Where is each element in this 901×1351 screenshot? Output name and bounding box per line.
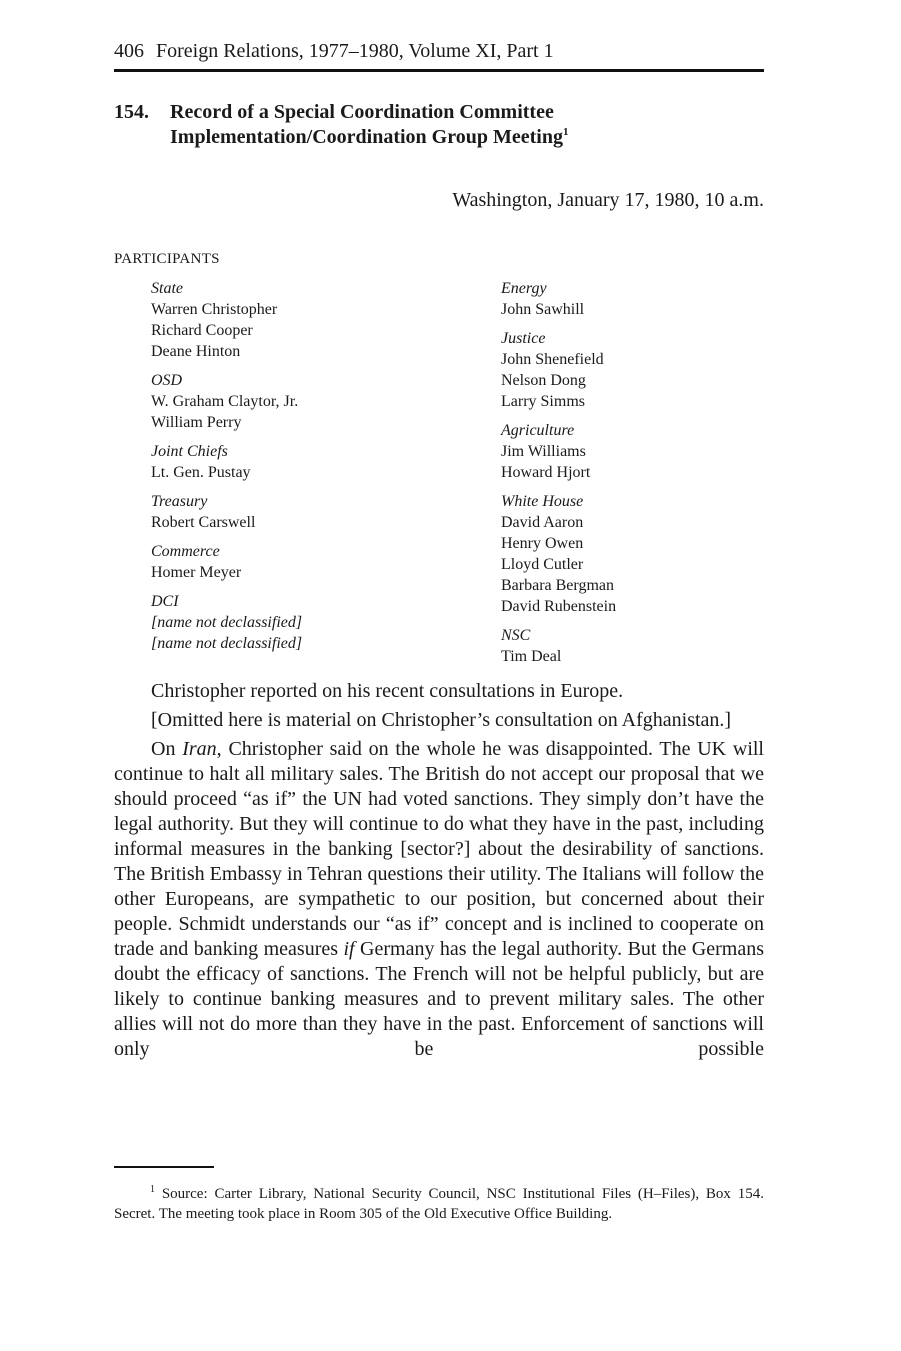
participant-name: David Aaron <box>501 514 584 531</box>
participant-name: W. Graham Claytor, Jr. <box>151 393 299 410</box>
document-body <box>114 679 764 1066</box>
participant-group <box>501 420 764 483</box>
agency-name: State <box>151 280 183 297</box>
participant-name: Larry Simms <box>501 393 585 410</box>
paragraph-text: Germany has the legal authority. But the Germans doubt the efficacy of sanctions. The French will not be helpful publicly, but are likely to continue banking measures and to prevent military sales. The other allies will not do more than they have in the past. Enforcement of sanctions will only be possible <box>114 938 764 1060</box>
agency-name: DCI <box>151 593 179 610</box>
participant-group <box>501 491 764 617</box>
title-line-1: Record of a Special Coordination Committee <box>170 101 554 123</box>
participant-name: Lt. Gen. Pustay <box>151 464 251 481</box>
agency-name: Energy <box>501 280 547 297</box>
participant-name: [name not declassified] <box>151 614 303 631</box>
agency-name: Joint Chiefs <box>151 443 228 460</box>
agency-name: Commerce <box>151 543 220 560</box>
agency-name: Justice <box>501 330 546 347</box>
participant-name: Howard Hjort <box>501 464 591 481</box>
participant-group <box>151 591 471 654</box>
participant-group <box>501 328 764 412</box>
footnote <box>114 1184 764 1224</box>
participant-name: Nelson Dong <box>501 372 586 389</box>
document-title <box>114 100 764 150</box>
participant-group <box>151 441 471 483</box>
participant-group <box>501 625 764 667</box>
participant-name: Tim Deal <box>501 648 562 665</box>
emphasis-iran: Iran <box>182 738 217 760</box>
participant-name: Lloyd Cutler <box>501 556 584 573</box>
footnote-reference[interactable]: 1 <box>562 126 569 138</box>
paragraph-text: On <box>151 738 183 760</box>
document-number: 154. <box>114 101 149 123</box>
participants-right-column <box>501 278 764 675</box>
participant-group <box>151 370 471 433</box>
volume-title: Foreign Relations, 1977–1980, Volume XI, Part 1 <box>156 40 554 62</box>
participant-name: Warren Christopher <box>151 301 278 318</box>
participants-left-column <box>151 278 471 662</box>
footnote-rule <box>114 1166 214 1168</box>
participant-group <box>151 491 471 533</box>
body-paragraph <box>114 737 764 1062</box>
agency-name: Agriculture <box>501 422 575 439</box>
agency-name: OSD <box>151 372 183 389</box>
participant-name: Barbara Bergman <box>501 577 614 594</box>
participant-name: David Rubenstein <box>501 598 617 615</box>
participant-name: John Shenefield <box>501 351 604 368</box>
participant-name: Homer Meyer <box>151 564 242 581</box>
participant-name: Richard Cooper <box>151 322 253 339</box>
participant-name: Robert Carswell <box>151 514 256 531</box>
participant-name: Henry Owen <box>501 535 584 552</box>
participant-group <box>151 278 471 362</box>
emphasis-if: if <box>343 938 355 960</box>
running-head <box>114 38 764 64</box>
participant-name: William Perry <box>151 414 242 431</box>
body-paragraph: [Omitted here is material on Christopher’s consultation on Afghanistan.] <box>151 709 732 731</box>
title-line-2: Implementation/Coordination Group Meeting <box>170 126 563 148</box>
participants-label: PARTICIPANTS <box>114 251 220 267</box>
participant-name: Jim Williams <box>501 443 586 460</box>
participant-group <box>501 278 764 320</box>
participant-name: [name not declassified] <box>151 635 303 652</box>
participant-name: John Sawhill <box>501 301 585 318</box>
agency-name: NSC <box>501 627 531 644</box>
dateline: Washington, January 17, 1980, 10 a.m. <box>452 189 764 211</box>
footnote-marker: 1 <box>150 1184 155 1195</box>
agency-name: White House <box>501 493 584 510</box>
paragraph-text: , Christopher said on the whole he was disappointed. The UK will continue to halt all military sales. The British do not accept our proposal that we should proceed “as if” the UN had voted sanctions. They simply don’t have the legal authority. But they will continue to do what they have in the past, including informal measures in the banking [sector?] about the desirability of sanctions. The British Embassy in Tehran questions their utility. The Italians will follow the other Europeans, are sympathetic to our position, but concerned about their people. Schmidt understands our “as if” concept and is inclined to cooperate on trade and banking measures <box>114 738 764 960</box>
agency-name: Treasury <box>151 493 208 510</box>
body-paragraph: Christopher reported on his recent consultations in Europe. <box>151 680 624 702</box>
page-number: 406 <box>114 40 144 62</box>
header-rule <box>114 69 764 72</box>
participant-group <box>151 541 471 583</box>
participant-name: Deane Hinton <box>151 343 241 360</box>
footnote-text: Source: Carter Library, National Security Council, NSC Institutional Files (H–Files), Box 154. Secret. The meeting took place in Room 305 of the Old Executive Office Building. <box>114 1186 764 1222</box>
